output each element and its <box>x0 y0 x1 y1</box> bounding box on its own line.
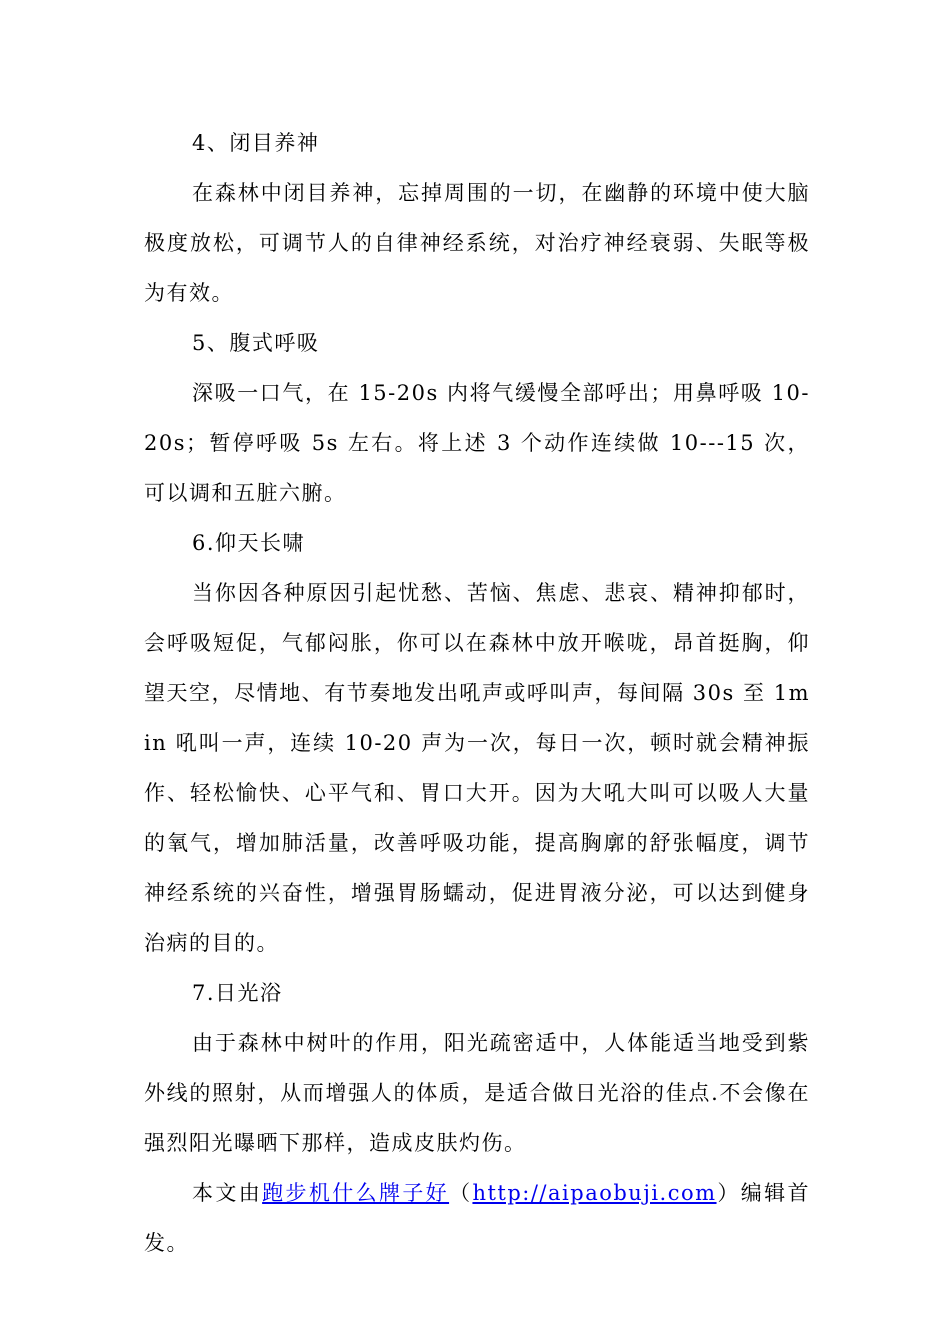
section-heading-6: 6.仰天长啸 <box>192 531 306 555</box>
footer-suffix: 编辑首发。 <box>144 1181 811 1255</box>
document-content <box>144 118 810 1268</box>
footer-credit <box>144 1168 810 1268</box>
section-body-5: 深吸一口气，在 15-20s 内将气缓慢全部呼出；用鼻呼吸 10-20s；暂停呼吸 5s 左右。将上述 3 个动作连续做 10---15 次，可以调和五脏六腑。 <box>144 381 810 505</box>
section-heading-7: 7.日光浴 <box>192 981 283 1005</box>
footer-url-link[interactable]: http://aipaobuji.com <box>472 1181 717 1205</box>
footer-paren-close: ） <box>716 1181 741 1205</box>
footer-site-link[interactable]: 跑步机什么牌子好 <box>262 1181 450 1205</box>
section-body-4: 在森林中闭目养神，忘掉周围的一切，在幽静的环境中使大脑极度放松，可调节人的自律神经系统，对治疗神经衰弱、失眠等极为有效。 <box>144 181 810 305</box>
section-heading-5: 5、腹式呼吸 <box>192 331 320 355</box>
footer-paren-open: （ <box>449 1181 473 1205</box>
section-body-7: 由于森林中树叶的作用，阳光疏密适中，人体能适当地受到紫外线的照射，从而增强人的体质，是适合做日光浴的佳点.不会像在强烈阳光曝晒下那样，造成皮肤灼伤。 <box>144 1031 810 1155</box>
section-body-6: 当你因各种原因引起忧愁、苦恼、焦虑、悲哀、精神抑郁时，会呼吸短促，气郁闷胀，你可以在森林中放开喉咙，昂首挺胸，仰望天空，尽情地、有节奏地发出吼声或呼叫声，每间隔 30s 至 1min 吼叫一声，连续 10-20 声为一次，每日一次，顿时就会精神振作、轻松愉快、心平气和、胃口大开。因为大吼大叫可以吸人大量的氧气，增加肺活量，改善呼吸功能，提高胸廓的舒张幅度，调节神经系统的兴奋性，增强胃肠蠕动，促进胃液分泌，可以达到健身治病的目的。 <box>144 581 810 955</box>
section-heading-4: 4、闭目养神 <box>192 131 320 155</box>
footer-prefix: 本文由 <box>192 1181 263 1205</box>
